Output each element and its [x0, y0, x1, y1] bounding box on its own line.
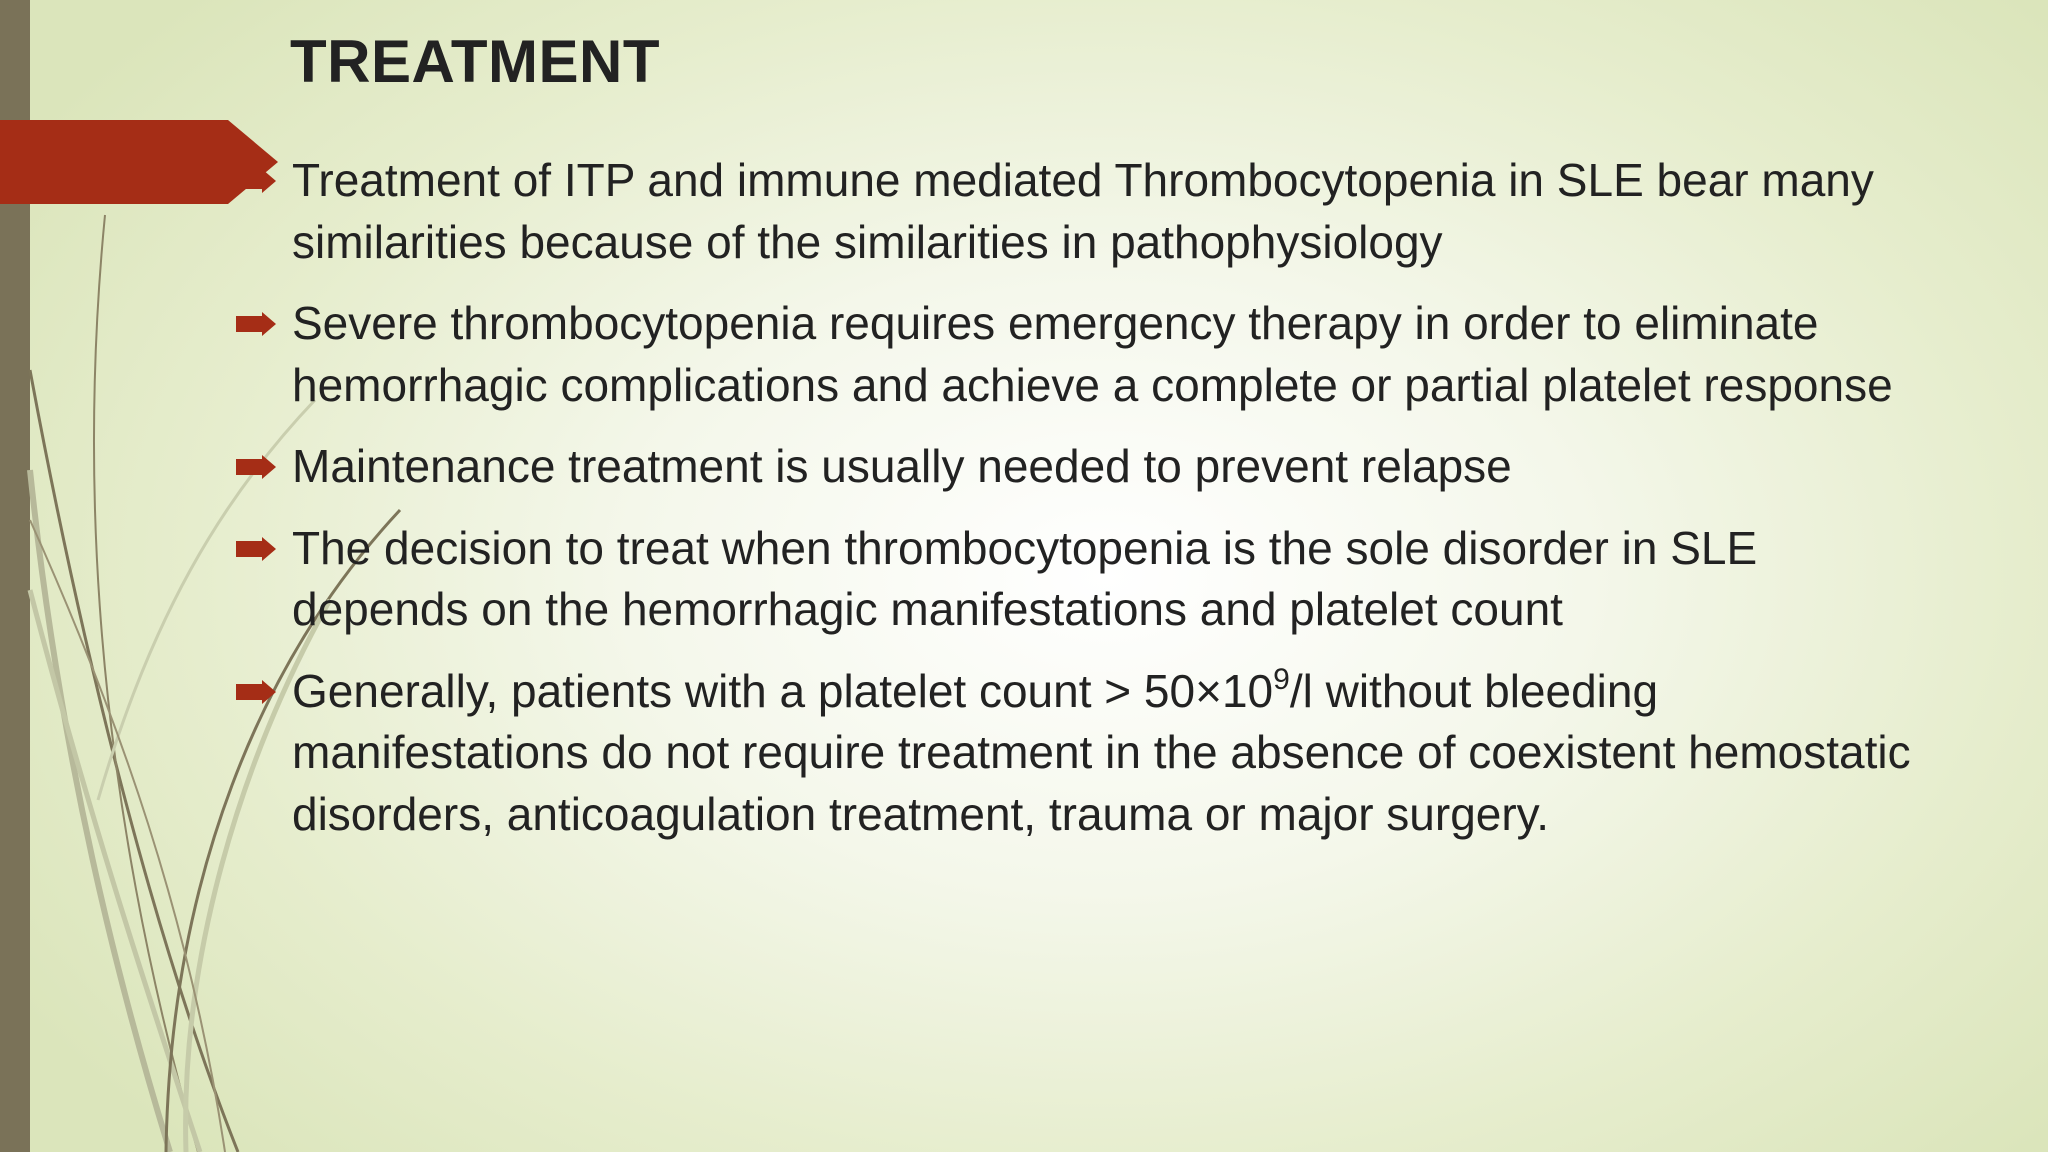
exponent: 9 — [1273, 662, 1290, 696]
bullet-item — [236, 436, 1916, 498]
red-arrow-bullet-icon — [236, 455, 276, 479]
bullet-text-part: Generally, patients with a platelet count > 50×10 — [292, 664, 1274, 717]
bullet-item — [236, 661, 1916, 846]
red-arrow-bullet-icon — [236, 680, 276, 704]
bullet-list — [236, 150, 1916, 865]
bullet-text: Severe thrombocytopenia requires emergency therapy in order to eliminate hemorrhagic complications and achieve a complete or partial platelet response — [292, 297, 1893, 411]
bullet-item — [236, 150, 1916, 273]
bullet-text-part: /l without bleeding manifestations do not require treatment in the absence of coexistent hemostatic disorders, anticoagulation treatment, trauma or major surgery. — [292, 664, 1911, 840]
bullet-text: Maintenance treatment is usually needed to prevent relapse — [292, 440, 1512, 492]
red-arrow-bullet-icon — [236, 537, 276, 561]
red-arrow-bullet-icon — [236, 169, 276, 193]
bullet-item — [236, 518, 1916, 641]
red-arrow-bullet-icon — [236, 312, 276, 336]
bullet-item — [236, 293, 1916, 416]
bullet-text — [292, 662, 1911, 840]
bullet-text: Treatment of ITP and immune mediated Thrombocytopenia in SLE bear many similarities because of the similarities in pathophysiology — [292, 154, 1874, 268]
slide-title: TREATMENT — [290, 28, 661, 95]
bullet-text: The decision to treat when thrombocytopenia is the sole disorder in SLE depends on the hemorrhagic manifestations and platelet count — [292, 521, 1758, 635]
